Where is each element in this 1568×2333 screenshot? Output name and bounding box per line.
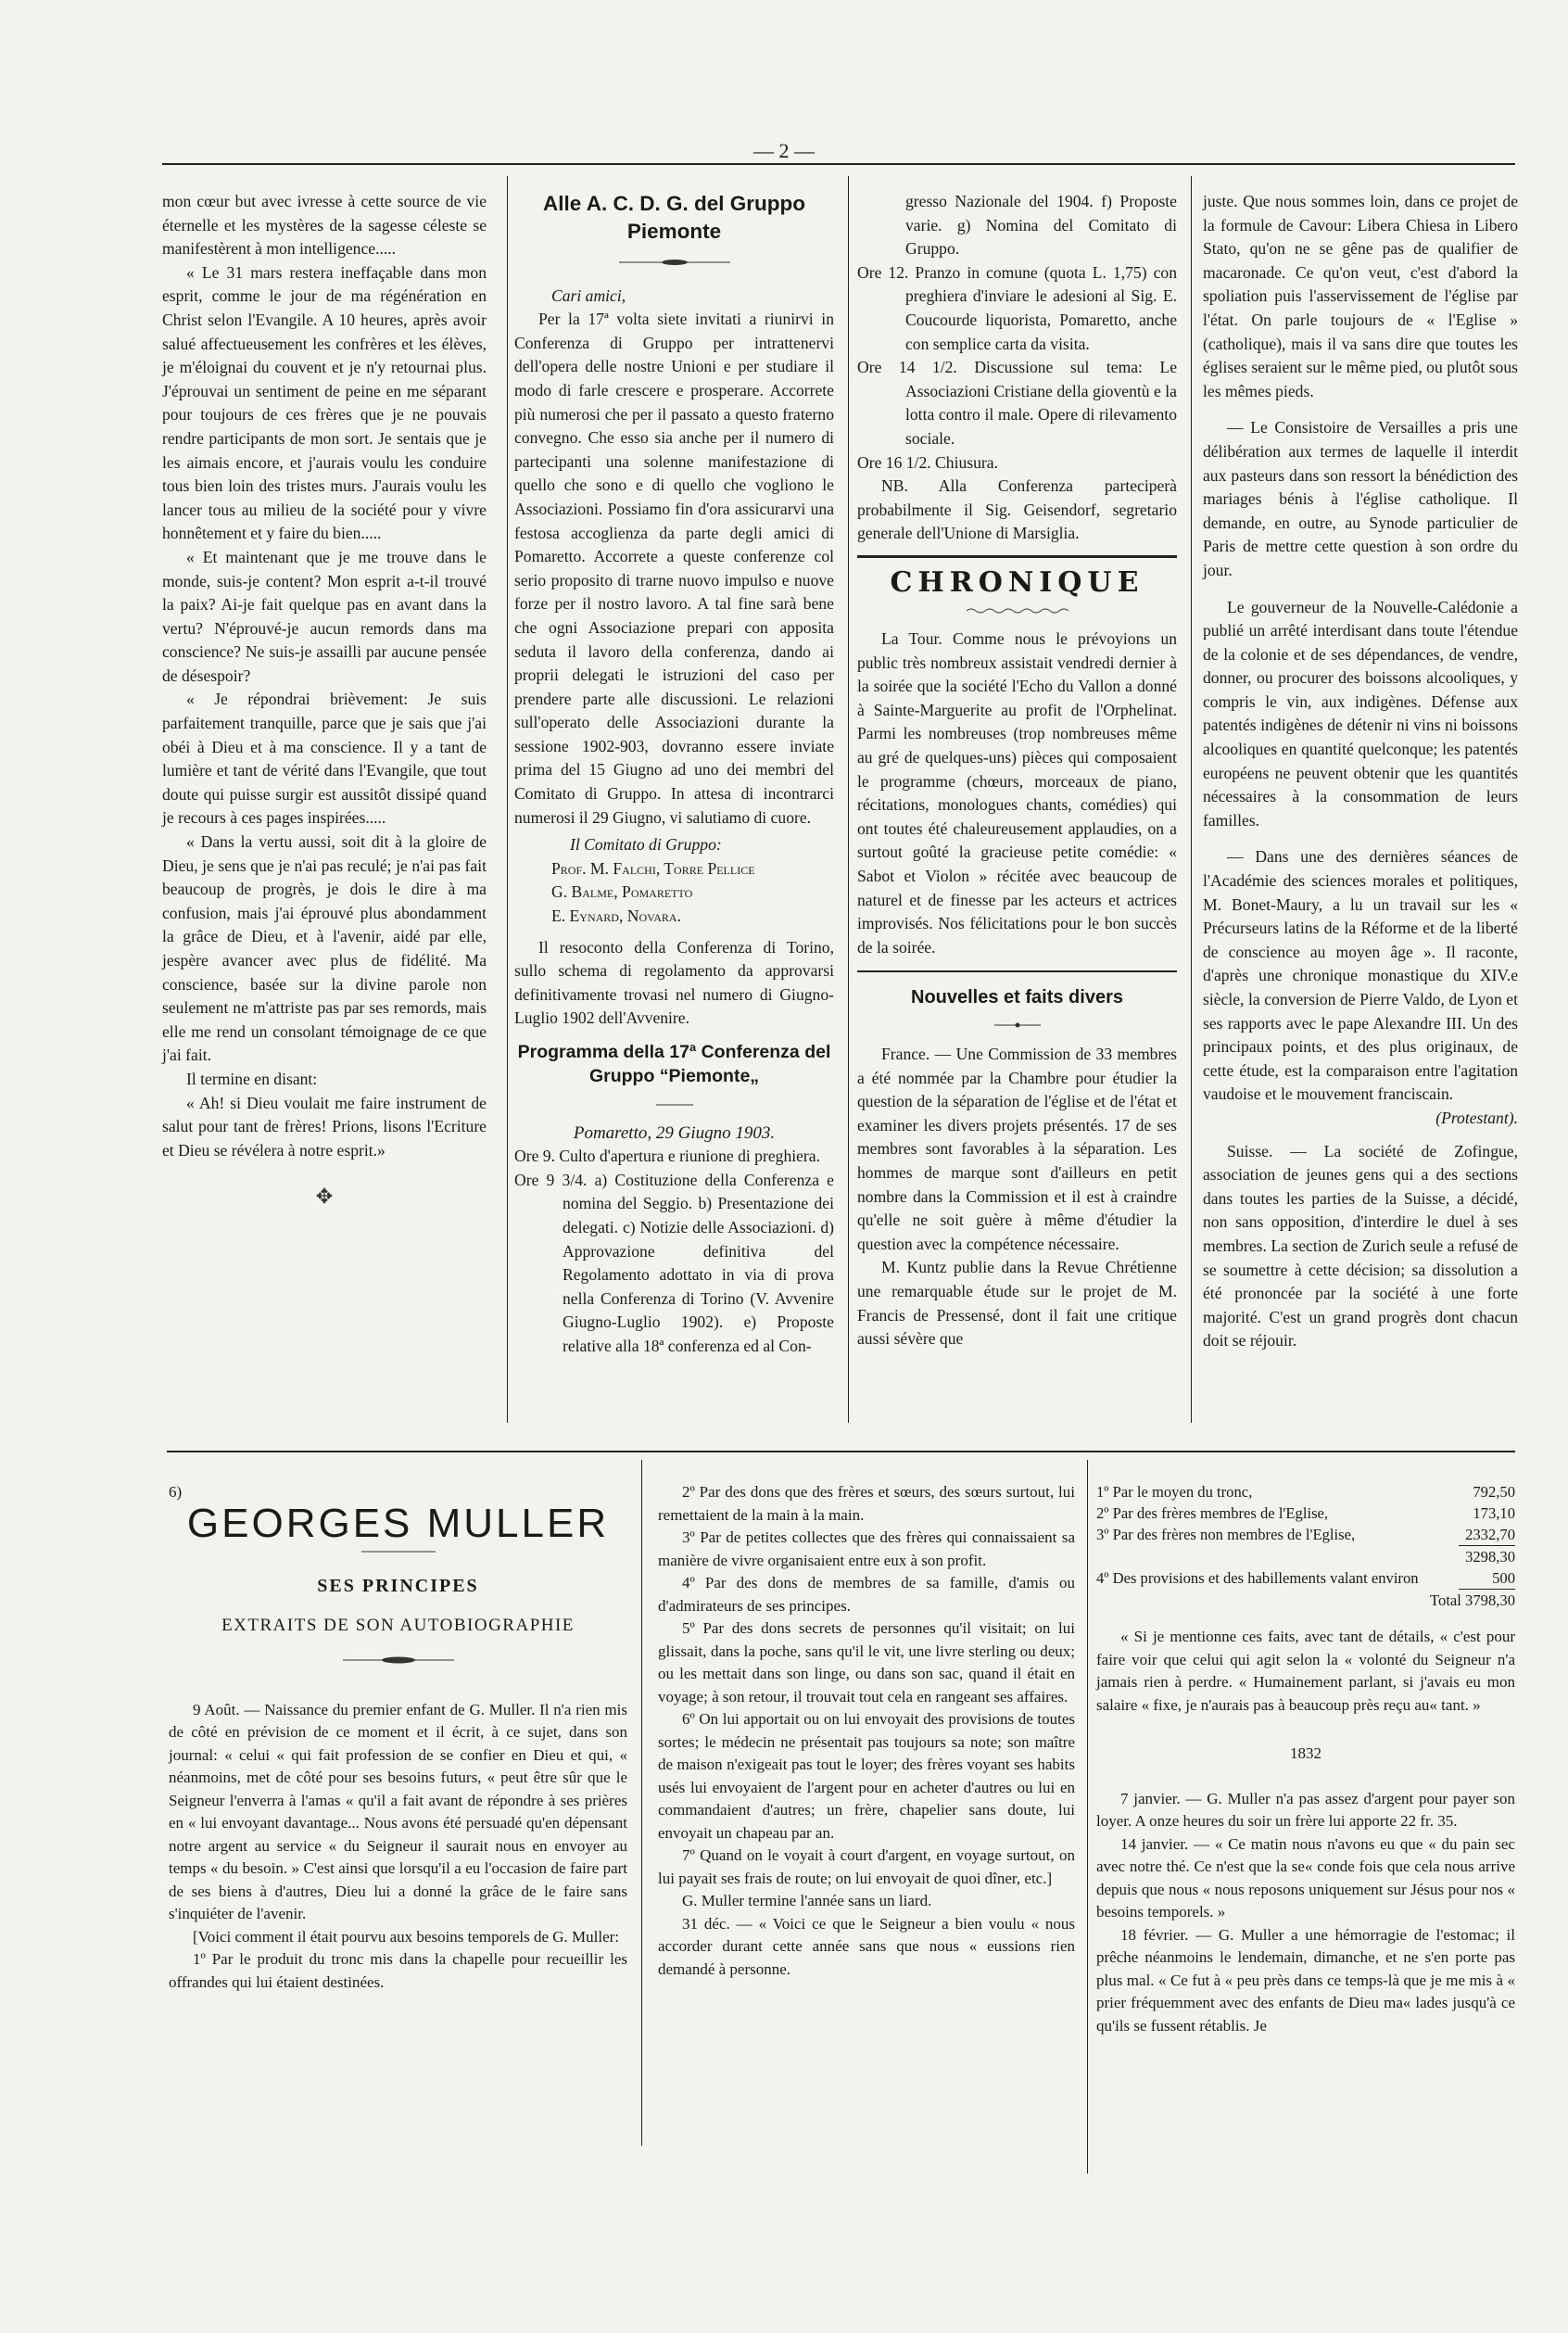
account-label: 2º Par des frères membres de l'Eglise,: [1096, 1504, 1329, 1522]
feuilleton-subtitle: SES PRINCIPES: [317, 1576, 479, 1596]
committee-member: E. Eynard, Novara.: [551, 907, 681, 926]
feuilleton-column-1: [169, 1481, 627, 1994]
paragraph: Suisse. — La société de Zofingue, association de jeunes gens qui a des sections dans toutes les parties de la Suisse, a décidé, non sans opposition, d'interdire le duel à ses membres. La section de Zurich seule a refusé de se soumettre à cette décision; sa dissolution a été prononcée par la société à une forte majorité. C'est un grand progrès dont chacun doit se réjouir.: [1203, 1141, 1518, 1350]
feuilleton-title: GEORGES MULLER: [186, 1501, 610, 1546]
paragraph: 6º On lui apportait ou on lui envoyait des provisions de toutes sortes; le médecin ne présentait pas toujours sa note; son maître de maison n'exigeait pas tout le loyer; des frères voyant ses habits usés lui envoyaient de l'argent pour en acheter d'autres ou lui en commandaient d'autres; un frère, chapelier sans doute, lui envoyait un chapeau par an.: [658, 1710, 1075, 1842]
paragraph: M. Kuntz publie dans la Revue Chrétienne une remarquable étude sur le projet de M. Francis de Pressensé, dont il fait une critique aussi sévère que: [857, 1258, 1177, 1349]
year-heading: 1832: [1290, 1744, 1321, 1762]
paragraph: 2º Par des dons que des frères et sœurs, des sœurs surtout, lui remettaient de la main à la main.: [658, 1483, 1075, 1524]
ornament: [169, 1650, 627, 1673]
paragraph: Per la 17ª volta siete invitati a riunirvi in Conferenza di Gruppo per intrattenervi dell'opera delle nostre Unioni e per studiare il modo di farle crescere e prosperare. Accorrete più numerosi che per il passato a questo fraterno convegno. Che esso sia anche per il numero di partecipanti una solenne manifestazione di quello che sono e di quello che vogliono le Associazioni. Possiamo fin d'ora assicurarvi una festosa accoglienza da parte degli amici di Pomaretto. Accorrete a queste conferenze col serio proposito di trarne nuovo impulso e nuove forze per il nostro lavoro. A tal fine sarà bene che ogni Associazione prepari con apposita seduta il lavoro della conferenza, dando ai proprii delegati le istruzioni del caso per prendere parte alle discussioni. Le relazioni sull'operato delle Associazioni durante la sessione 1902-903, dovranno essere inviate prima del 15 Giugno ad uno dei membri del Comitato di Gruppo. In attesa di incontrarci numerosi il 29 Giugno, vi salutiamo di cuore.: [514, 310, 834, 827]
rule-ornament: [656, 1102, 693, 1108]
header-rule: [162, 163, 1515, 165]
installment-number: 6): [169, 1483, 183, 1501]
paragraph: 18 février. — G. Muller a une hémorragie de l'estomac; il prêche néanmoins le lendemain, dimanche, et ne s'en porte pas plus mal. « Ce fut à « peu près dans ce temps-là que je me mis à « prier fréquemment avec des enfants de Dieu ma« lades jusqu'à ce qu'ils se fussent rétablis. Je: [1096, 1925, 1515, 2035]
nouvelles-heading: Nouvelles et faits divers: [911, 987, 1123, 1008]
salutation: Cari amici,: [551, 285, 626, 305]
column-2: [514, 190, 834, 1359]
program-item: Ore 16 1/2. Chiusura.: [857, 452, 998, 472]
paragraph: 5º Par des dons secrets de personnes qu'il visitait; on lui glissait, dans la poche, sans qu'il le vit, une livre sterling ou deux; ou les mettait dans son linge, ou dans son sac, quand il était en voyage; à son retour, il trouvait tout cela en rangeant ses affaires.: [658, 1619, 1075, 1705]
feuilleton-rule: [167, 1451, 1515, 1452]
table-row: [1096, 1567, 1515, 1590]
account-amount: 792,50: [1473, 1483, 1515, 1501]
ornament: [857, 599, 1177, 623]
table-row: [1096, 1503, 1515, 1524]
chronique-heading: CHRONIQUE: [890, 565, 1144, 599]
ornament: ✥: [315, 1185, 334, 1209]
paragraph: « Le 31 mars restera ineffaçable dans mon esprit, comme le jour de ma régénération en Christ selon l'Evangile. A 10 heures, après avoir salué affectueusement les confrères et les élèves, je m'éloignai du couvent et je n'y retournai plus. J'éprouvai un sentiment de peine en me séparant pour toujours de ces frères que je ne pouvais rendre participants de mon sort. Je sentais que je les aimais encore, et j'aurais voulu les conduire tous bien loin des tristes murs. J'aurais voulu les lancer tous au milieu de la société pour y vivre honnêtement et y faire du bien.....: [162, 262, 487, 543]
committee-member: Prof. M. Falchi, Torre Pellice: [551, 858, 755, 878]
program-item: Ore 12. Pranzo in comune (quota L. 1,75) con preghiera d'inviare le adesioni al Sig. E. Coucourde liquorista, Pomaretto, anche con semplice carta da visita.: [857, 262, 1177, 353]
account-amount: 500: [1459, 1567, 1515, 1590]
ornament: [514, 251, 834, 275]
table-row: [1096, 1590, 1515, 1612]
paragraph: G. Muller termine l'année sans un liard.: [682, 1892, 932, 1909]
total: Total 3798,30: [1430, 1591, 1515, 1609]
source-attribution: (Protestant).: [1435, 1108, 1518, 1127]
paragraph: 4º Par des dons de membres de sa famille, d'amis ou d'admirateurs de ses principes.: [658, 1574, 1075, 1615]
paragraph: 3º Par de petites collectes que des frères qui connaissaient sa manière de vivre organisaient entre eux à son profit.: [658, 1528, 1075, 1569]
table-row: [1096, 1524, 1515, 1546]
paragraph: La Tour. Comme nous le prévoyions un public très nombreux assistait vendredi dernier à la soirée que la société l'Echo du Vallon a donné à Sainte-Marguerite au profit de l'Orphelinat. Parmi les nombreuses (trop nombreuses même au gré de quelques-uns) pièces qui composaient le programme (chœurs, morceaux de piano, récitations, monologues chants, comédies) qui ont toutes été chaleureusement applaudies, on a surtout goûté la gracieuse petite comédie: « Sabot et Violon » récitée avec beaucoup de naturel et de finesse par les acteurs et actrices improvisés. Nos félicitations pour le bon succès de la soirée.: [857, 629, 1177, 957]
paragraph: NB. Alla Conferenza parteciperà probabilmente il Sig. Geisendorf, segretario generale dell'Unione di Marsiglia.: [857, 476, 1177, 543]
rule-ornament: [994, 1021, 1041, 1029]
accounts-table: [1096, 1481, 1515, 1611]
rule-ornament: [361, 1549, 436, 1554]
paragraph: juste. Que nous sommes loin, dans ce projet de la formule de Cavour: Libera Chiesa in Libero Stato, qu'on ne se gêne pas de qualifier de macaronade. Ce qu'on veut, c'est d'abord la spoliation puis l'asservissement de l'église par l'état. On parle toujours de « l'Eglise » (catholique), mais il va sans dire que toutes les églises seraient sur le même pied, ou plutôt sous les mêmes pieds.: [1203, 192, 1518, 400]
account-amount: 173,10: [1473, 1504, 1515, 1522]
column-divider: [1191, 176, 1192, 1423]
subtotal: 3298,30: [1465, 1548, 1515, 1566]
column-3: [857, 190, 1177, 1351]
paragraph: 9 Août. — Naissance du premier enfant de G. Muller. Il n'a rien mis de côté en prévision de ce moment et il écrit, à ce sujet, dans son journal: « celui « qui fait profession de se confier en Dieu et qui, « néanmoins, met de côté pour ses besoins futurs, « peut être sûr que le Seigneur l'enverra à l'amas « qu'il a fait avant de répondre à ses prières en « lui envoyant davantage... Nous avons été persuadé qu'en dépensant notre argent au service « du Seigneur il saurait nous en envoyer au temps « du besoin. » C'est ainsi que lorsqu'il a eu l'occasion de faire part de ses biens à d'autres, Dieu lui a donné la grâce de le faire sans s'inquiéter de l'avenir.: [169, 1700, 627, 1922]
feuilleton-column-2: [658, 1481, 1075, 1981]
rule-ornament: [619, 258, 730, 267]
committee-title: Il Comitato di Gruppo:: [570, 835, 722, 855]
section-heading: Alle A. C. D. G. del Gruppo Piemonte: [543, 192, 805, 243]
table-row: [1096, 1546, 1515, 1568]
column-divider: [641, 1460, 642, 2146]
section-rule: [857, 555, 1177, 558]
column-divider: [1087, 1460, 1088, 2174]
paragraph: « Et maintenant que je me trouve dans le monde, suis-je content? Mon esprit a-t-il trouvé la paix? Ai-je fait quelque pas en avant dans la vertu? N'éprouvé-je aucun remords dans ma conscience? Ne suis-je assailli par aucune pensée de désespoir?: [162, 547, 487, 685]
column-1: [162, 190, 487, 1214]
paragraph: Il resoconto della Conferenza di Torino, sullo schema di regolamento da approvarsi definitivamente trovasi nel numero di Giugno-Luglio 1902 dell'Avvenire.: [514, 937, 834, 1028]
paragraph: « Ah! si Dieu voulait me faire instrument de salut pour tant de frères! Prions, lisons l'Ecriture et Dieu se révélera à notre esprit.»: [162, 1093, 487, 1160]
ornament: [857, 1013, 1177, 1037]
paragraph: « Je répondrai brièvement: Je suis parfaitement tranquille, parce que je sais que j'ai obéi à Dieu et à ma conscience. Il y a tant de lumière et tant de vérité dans l'Evangile, que tout doute qui puisse surgir est aussitôt dissipé quand je recours à ces pages inspirées.....: [162, 690, 487, 828]
paragraph: Le gouverneur de la Nouvelle-Calédonie a publié un arrêté interdisant dans toute l'étendue de la colonie et de ses dépendances, de vendre, donner, ou procurer des boissons alcooliques, y compris le vin, aux indigènes. Défense aux patentés indigènes de détenir ni vins ni boissons alcooliques en quantité quelconque; les patentés européens ne peuvent obtenir que les quantités nécessaires à la consommation de leurs familles.: [1203, 597, 1518, 830]
ornament: [514, 1092, 834, 1116]
wave-ornament: [967, 607, 1069, 615]
account-label: 1º Par le moyen du tronc,: [1096, 1483, 1253, 1501]
program-item: Ore 14 1/2. Discussione sul tema: Le Associazioni Cristiane della gioventù e la lotta contro il male. Opere di rilevamento sociale.: [857, 358, 1177, 448]
paragraph: 14 janvier. — « Ce matin nous n'avons eu que « du pain sec avec notre thé. Ce n'est que la se« conde fois que cela nous arrive depuis que nous « nous reposons uniquement sur Jésus pour nos « besoins temporels. »: [1096, 1834, 1515, 1921]
feuilleton-subtitle-2: EXTRAITS DE SON AUTOBIOGRAPHIE: [221, 1615, 575, 1635]
program-item: gresso Nazionale del 1904. f) Proposte varie. g) Nomina del Comitato di Gruppo.: [905, 192, 1177, 259]
committee-member: G. Balme, Pomaretto: [551, 882, 693, 902]
column-4: [1203, 190, 1518, 1353]
paragraph: 31 déc. — « Voici ce que le Seigneur a bien voulu « nous accorder durant cette année sans que nous « eussions rien demandé à personne.: [658, 1914, 1075, 1978]
paragraph: « Dans la vertu aussi, soit dit à la gloire de Dieu, je sens que je n'ai pas reculé; je n'ai pas fait beaucoup de progrès, je dois le dire à ma confusion, mais j'ai éprouvé plus abondamment la grâce de Dieu, et à l'avenir, aidé par elle, jespère avancer avec plus de fidélité. Ma conscience, basée sur la divine parole non seulement ne m'attriste pas par ses remords, mais elle me rend un consolant témoignage de ce que j'ai fait.: [162, 832, 487, 1065]
program-date: Pomaretto, 29 Giugno 1903.: [573, 1122, 776, 1143]
paragraph: Il termine en disant:: [186, 1069, 318, 1088]
paragraph: 7º Quand on le voyait à court d'argent, en voyage surtout, on lui payait ses frais de route; on lui envoyait de quoi dîner, etc.]: [658, 1846, 1075, 1887]
paragraph: — Le Consistoire de Versailles a pris une délibération aux termes de laquelle il interdit aux pasteurs dans son ressort la bénédiction des mariages bénis à l'église catholique. Il demande, en outre, au Synode particulier de Paris de mettre cette question à son ordre du jour.: [1203, 418, 1518, 579]
column-divider: [507, 176, 508, 1423]
paragraph: 7 janvier. — G. Muller n'a pas assez d'argent pour payer son loyer. A onze heures du soir un frère lui apporte 22 fr. 35.: [1096, 1789, 1515, 1830]
account-label: 3º Par des frères non membres de l'Eglise,: [1096, 1526, 1356, 1543]
program-item: Ore 9 3/4. a) Costituzione della Conferenza e nomina del Seggio. b) Presentazione dei delegati. c) Notizie delle Associazioni. d) Approvazione definitiva del Regolamento adottato in via di prova nella Conferenza di Torino (V. Avvenire Giugno-Luglio 1902). e) Proposte relative alla 18ª conferenza ed al Con-: [514, 1170, 834, 1355]
paragraph: France. — Une Commission de 33 membres a été nommée par la Chambre pour étudier la question de la séparation de l'église et de l'état et examiner les divers projets présentés. 17 de ses membres sont favorables à la séparation. Les hommes de marque sont d'ailleurs en petit nombre dans la Commission et il est à craindre qu'elle ne soit guère à même d'étudier la question avec la compétence nécessaire.: [857, 1045, 1177, 1253]
paragraph: « Si je mentionne ces faits, avec tant de détails, « c'est pour faire voir que celui qui agit selon la « volonté du Seigneur n'a jamais rien à perdre. « Humainement parlant, si j'avais eu mon salaire « fixe, je n'aurais pas à beaucoup près reçu au« tant. »: [1096, 1628, 1515, 1714]
program-item: Ore 9. Culto d'apertura e riunione di preghiera.: [514, 1147, 821, 1166]
paragraph: [Voici comment il était pourvu aux besoins temporels de G. Muller:: [193, 1927, 620, 1946]
program-heading: Programma della 17ª Conferenza del Gruppo “Piemonte„: [517, 1042, 831, 1086]
page-number: — 2 —: [753, 139, 815, 162]
paragraph: 1º Par le produit du tronc mis dans la chapelle pour recueillir les offrandes qui lui étaient destinées.: [169, 1950, 627, 1991]
feuilleton-column-3: [1096, 1481, 1515, 2037]
paragraph: mon cœur but avec ivresse à cette source de vie éternelle et les mystères de la sagesse céleste se manifestèrent à mon intelligence.....: [162, 192, 487, 259]
table-row: [1096, 1481, 1515, 1503]
paragraph: — Dans une des dernières séances de l'Académie des sciences morales et politiques, M. Bonet-Maury, a lu un travail sur les « Précurseurs latins de la Réforme et de la liberté de conscience au moyen âge ». Il raconte, d'après une chronique monastique du XIV.e siècle, la conversion de Pierre Valdo, de Lyon et ses rapports avec le pape Alexandre III. Un des principaux points, et des plus originaux, de cette étude, est la comparaison entre l'agitation vaudoise et le mouvement franciscain.: [1203, 847, 1518, 1104]
rule-ornament: [343, 1655, 454, 1665]
account-label: 4º Des provisions et des habillements valant environ: [1096, 1569, 1419, 1587]
column-divider: [848, 176, 849, 1423]
section-rule: [857, 970, 1177, 972]
account-amount: 2332,70: [1459, 1524, 1515, 1546]
